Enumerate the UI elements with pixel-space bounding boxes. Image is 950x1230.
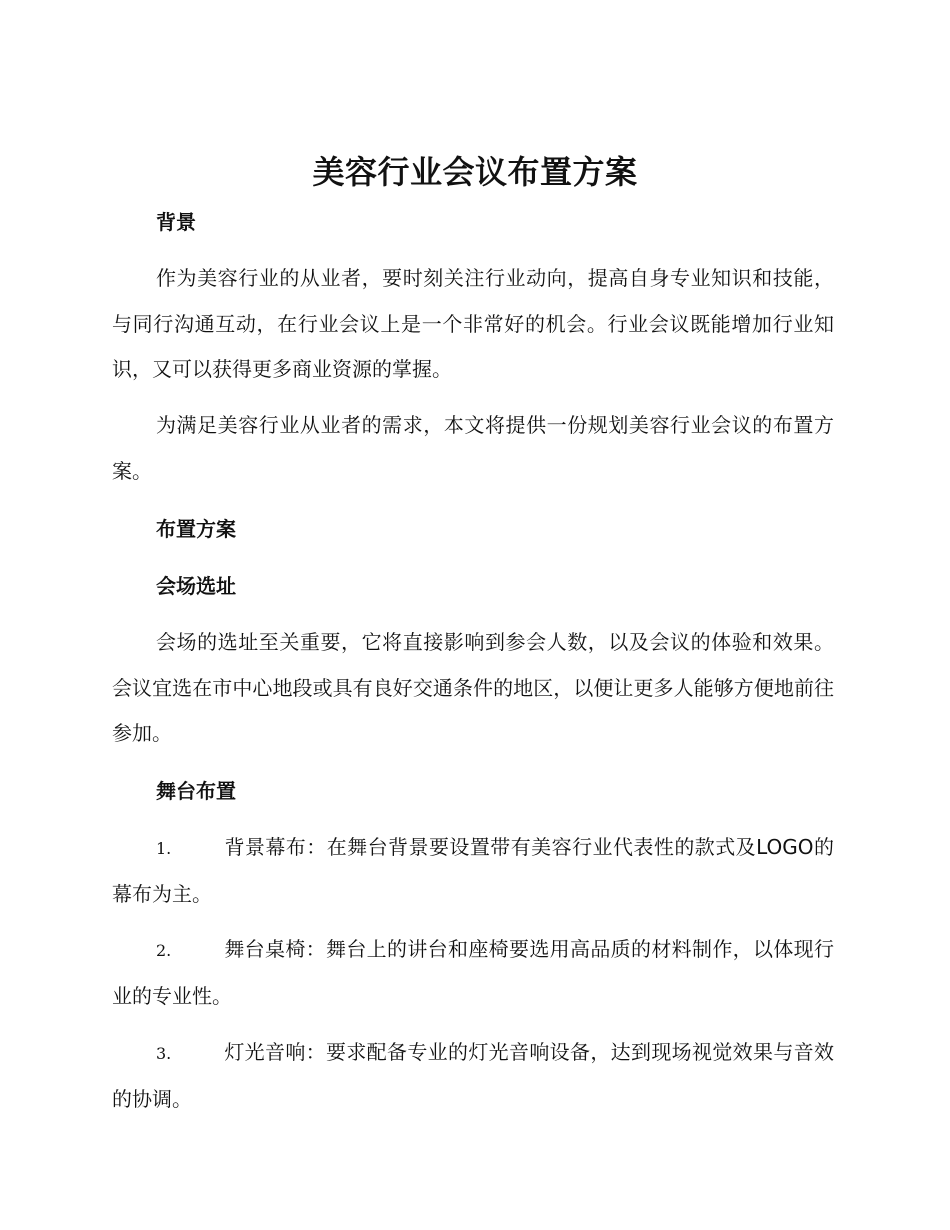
heading-background: 背景 xyxy=(156,210,196,234)
list-item-text: 灯光音响：要求配备专业的灯光音响设备，达到现场视觉效果与音效的协调。 xyxy=(112,1040,834,1111)
list-item xyxy=(112,1030,834,1122)
heading-stage: 舞台布置 xyxy=(156,779,236,803)
paragraph-background-2: 为满足美容行业从业者的需求，本文将提供一份规划美容行业会议的布置方案。 xyxy=(112,413,834,483)
list-item-number: 1. xyxy=(156,839,172,858)
list-item-text: 背景幕布：在舞台背景要设置带有美容行业代表性的款式及LOGO的幕布为主。 xyxy=(112,835,834,906)
list-item-number: 3. xyxy=(156,1044,172,1063)
document-title: 美容行业会议布置方案 xyxy=(312,153,638,191)
paragraph-venue: 会场的选址至关重要，它将直接影响到参会人数，以及会议的体验和效果。会议宜选在市中心地段或具有良好交通条件的地区，以便让更多人能够方便地前往参加。 xyxy=(112,630,834,745)
list-item-number: 2. xyxy=(156,941,172,960)
list-item-text: 舞台桌椅：舞台上的讲台和座椅要选用高品质的材料制作，以体现行业的专业性。 xyxy=(112,937,834,1008)
list-item xyxy=(112,825,834,917)
list-item xyxy=(112,927,834,1019)
paragraph-background-1: 作为美容行业的从业者，要时刻关注行业动向，提高自身专业知识和技能，与同行沟通互动，在行业会议上是一个非常好的机会。行业会议既能增加行业知识，又可以获得更多商业资源的掌握。 xyxy=(112,266,834,381)
heading-venue: 会场选址 xyxy=(156,574,236,598)
heading-plan: 布置方案 xyxy=(156,517,236,541)
